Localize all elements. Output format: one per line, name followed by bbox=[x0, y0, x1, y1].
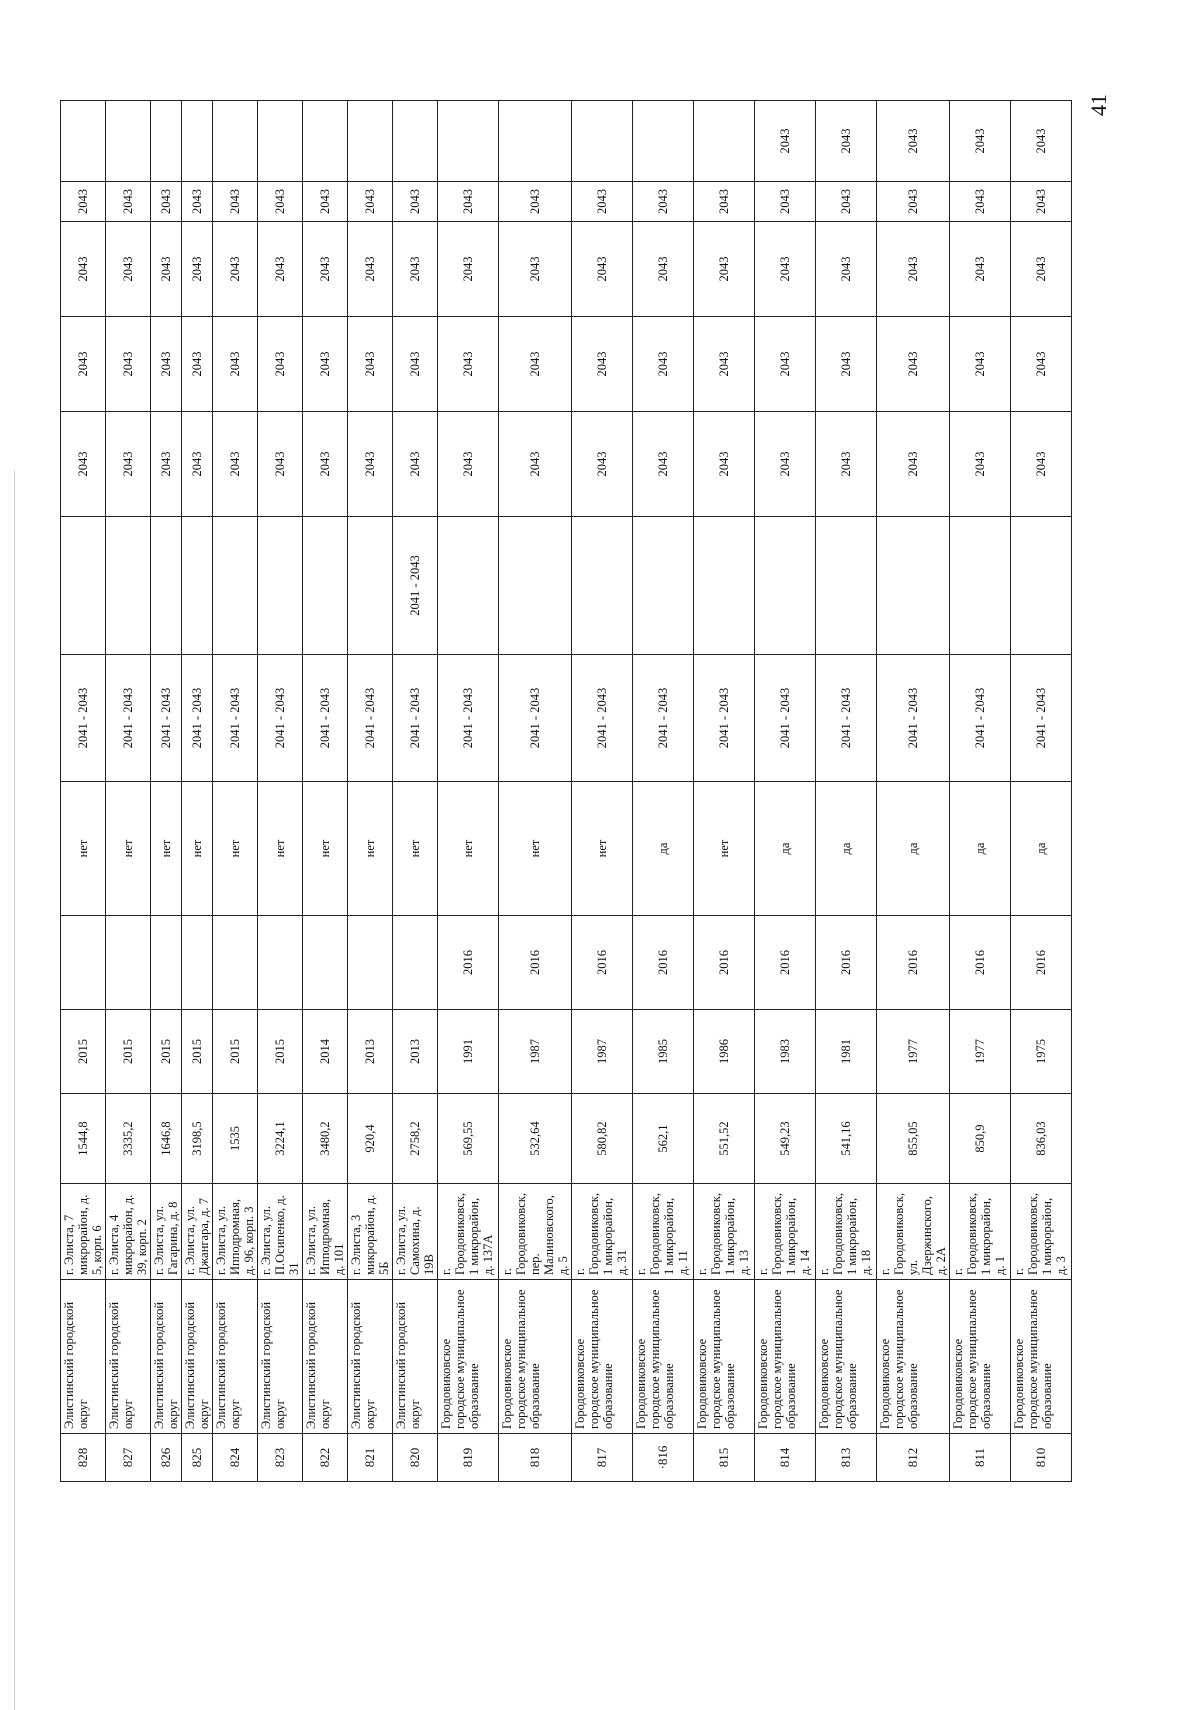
cell-year-col-1: 2043 bbox=[61, 412, 106, 517]
cell-year-col-3: 2043 bbox=[393, 222, 438, 317]
cell-row-number: 826 bbox=[151, 1434, 182, 1482]
cell-year-built: 1987 bbox=[499, 1010, 572, 1094]
cell-year-col-2: 2043 bbox=[213, 317, 258, 412]
cell-year-2016 bbox=[258, 916, 303, 1010]
cell-year-col-4: 2043 bbox=[106, 182, 151, 222]
housing-registry-table bbox=[60, 100, 1072, 1482]
cell-year-2016: 2016 bbox=[694, 916, 755, 1010]
cell-year-col-2: 2043 bbox=[755, 317, 816, 412]
cell-year-col-2: 2043 bbox=[258, 317, 303, 412]
cell-year-col-5: 2043 bbox=[755, 101, 816, 182]
cell-year-col-1: 2043 bbox=[348, 412, 393, 517]
cell-period-1: 2041 - 2043 bbox=[816, 655, 877, 782]
cell-year-2016 bbox=[151, 916, 182, 1010]
cell-year-col-3: 2043 bbox=[258, 222, 303, 317]
cell-period-2 bbox=[182, 517, 213, 655]
cell-period-1: 2041 - 2043 bbox=[755, 655, 816, 782]
cell-period-2 bbox=[258, 517, 303, 655]
cell-year-built: 2015 bbox=[61, 1010, 106, 1094]
cell-year-built: 2013 bbox=[348, 1010, 393, 1094]
cell-municipality: Городовиковское городское муниципальное образование bbox=[694, 1280, 755, 1434]
cell-address: г. Городовиковск, 1 микрорайон, д. 137А bbox=[438, 1184, 499, 1280]
cell-year-2016: 2016 bbox=[438, 916, 499, 1010]
cell-year-col-3: 2043 bbox=[1011, 222, 1072, 317]
cell-year-col-4: 2043 bbox=[61, 182, 106, 222]
cell-period-2 bbox=[633, 517, 694, 655]
cell-row-number: 821 bbox=[348, 1434, 393, 1482]
cell-year-col-2: 2043 bbox=[499, 317, 572, 412]
cell-year-col-5 bbox=[499, 101, 572, 182]
cell-area: 855,05 bbox=[877, 1094, 950, 1184]
cell-year-2016: 2016 bbox=[1011, 916, 1072, 1010]
cell-year-2016 bbox=[182, 916, 213, 1010]
cell-address: г. Городовиковск, 1 микрорайон, д. 1 bbox=[950, 1184, 1011, 1280]
cell-year-built: 2015 bbox=[106, 1010, 151, 1094]
cell-period-2: 2041 - 2043 bbox=[393, 517, 438, 655]
cell-flag: нет bbox=[348, 782, 393, 916]
cell-area: 551,52 bbox=[694, 1094, 755, 1184]
cell-year-2016 bbox=[393, 916, 438, 1010]
cell-area: 562,1 bbox=[633, 1094, 694, 1184]
cell-year-2016 bbox=[303, 916, 348, 1010]
cell-year-col-3: 2043 bbox=[303, 222, 348, 317]
cell-year-col-3: 2043 bbox=[633, 222, 694, 317]
cell-year-col-5 bbox=[213, 101, 258, 182]
cell-year-col-4: 2043 bbox=[694, 182, 755, 222]
cell-row-number: 812 bbox=[877, 1434, 950, 1482]
cell-row-number: 824 bbox=[213, 1434, 258, 1482]
cell-municipality: Городовиковское городское муниципальное образование bbox=[633, 1280, 694, 1434]
cell-address: г. Элиста, 3 микрорайон, д. 5Б bbox=[348, 1184, 393, 1280]
cell-address: г. Городовиковск, пер. Малиновского, д. 5 bbox=[499, 1184, 572, 1280]
cell-period-2 bbox=[106, 517, 151, 655]
cell-flag: да bbox=[816, 782, 877, 916]
cell-year-col-2: 2043 bbox=[151, 317, 182, 412]
cell-row-number: 815 bbox=[694, 1434, 755, 1482]
cell-year-2016: 2016 bbox=[816, 916, 877, 1010]
cell-year-2016: 2016 bbox=[572, 916, 633, 1010]
table-row bbox=[1011, 101, 1072, 1482]
scan-margin-line bbox=[14, 470, 15, 1710]
cell-municipality: Элистинский городской округ bbox=[106, 1280, 151, 1434]
cell-municipality: Городовиковское городское муниципальное образование bbox=[572, 1280, 633, 1434]
cell-period-1: 2041 - 2043 bbox=[694, 655, 755, 782]
cell-year-col-1: 2043 bbox=[151, 412, 182, 517]
cell-year-col-5 bbox=[61, 101, 106, 182]
cell-year-col-4: 2043 bbox=[633, 182, 694, 222]
cell-period-2 bbox=[151, 517, 182, 655]
cell-year-built: 2013 bbox=[393, 1010, 438, 1094]
cell-municipality: Элистинский городской округ bbox=[258, 1280, 303, 1434]
table-row bbox=[61, 101, 106, 1482]
cell-year-col-4: 2043 bbox=[393, 182, 438, 222]
cell-year-col-4: 2043 bbox=[755, 182, 816, 222]
cell-year-2016: 2016 bbox=[755, 916, 816, 1010]
cell-flag: нет bbox=[499, 782, 572, 916]
cell-row-number: 819 bbox=[438, 1434, 499, 1482]
cell-period-1: 2041 - 2043 bbox=[61, 655, 106, 782]
cell-row-number: 814 bbox=[755, 1434, 816, 1482]
cell-period-1: 2041 - 2043 bbox=[1011, 655, 1072, 782]
cell-period-1: 2041 - 2043 bbox=[151, 655, 182, 782]
cell-year-built: 2015 bbox=[213, 1010, 258, 1094]
cell-flag: нет bbox=[151, 782, 182, 916]
cell-year-2016: 2016 bbox=[877, 916, 950, 1010]
cell-year-col-4: 2043 bbox=[438, 182, 499, 222]
cell-area: 1646,8 bbox=[151, 1094, 182, 1184]
cell-year-built: 2015 bbox=[151, 1010, 182, 1094]
cell-flag: нет bbox=[182, 782, 213, 916]
cell-row-number: 827 bbox=[106, 1434, 151, 1482]
cell-year-built: 2015 bbox=[258, 1010, 303, 1094]
cell-year-built: 1977 bbox=[950, 1010, 1011, 1094]
cell-year-built: 1986 bbox=[694, 1010, 755, 1094]
cell-municipality: Элистинский городской округ bbox=[348, 1280, 393, 1434]
table-body bbox=[61, 101, 1072, 1482]
cell-period-1: 2041 - 2043 bbox=[877, 655, 950, 782]
cell-year-col-5 bbox=[258, 101, 303, 182]
cell-flag: нет bbox=[213, 782, 258, 916]
cell-period-2 bbox=[213, 517, 258, 655]
cell-year-col-4: 2043 bbox=[258, 182, 303, 222]
cell-year-col-2: 2043 bbox=[182, 317, 213, 412]
cell-year-col-4: 2043 bbox=[816, 182, 877, 222]
cell-year-col-2: 2043 bbox=[393, 317, 438, 412]
cell-year-col-2: 2043 bbox=[348, 317, 393, 412]
cell-flag: нет bbox=[438, 782, 499, 916]
cell-period-2 bbox=[61, 517, 106, 655]
table-row bbox=[151, 101, 182, 1482]
cell-year-col-1: 2043 bbox=[499, 412, 572, 517]
cell-year-col-4: 2043 bbox=[877, 182, 950, 222]
cell-flag: да bbox=[633, 782, 694, 916]
cell-year-built: 1983 bbox=[755, 1010, 816, 1094]
cell-flag: нет bbox=[61, 782, 106, 916]
table-row bbox=[213, 101, 258, 1482]
cell-year-built: 1987 bbox=[572, 1010, 633, 1094]
cell-area: 3480,2 bbox=[303, 1094, 348, 1184]
table-row bbox=[950, 101, 1011, 1482]
cell-year-2016 bbox=[348, 916, 393, 1010]
cell-year-2016: 2016 bbox=[950, 916, 1011, 1010]
cell-period-2 bbox=[694, 517, 755, 655]
cell-area: 532,64 bbox=[499, 1094, 572, 1184]
cell-row-number: 817 bbox=[572, 1434, 633, 1482]
cell-year-built: 1975 bbox=[1011, 1010, 1072, 1094]
cell-year-built: 1991 bbox=[438, 1010, 499, 1094]
cell-year-col-2: 2043 bbox=[633, 317, 694, 412]
cell-year-col-3: 2043 bbox=[61, 222, 106, 317]
cell-municipality: Городовиковское городское муниципальное образование bbox=[877, 1280, 950, 1434]
cell-period-1: 2041 - 2043 bbox=[348, 655, 393, 782]
cell-address: г. Городовиковск, 1 микрорайон, д. 11 bbox=[633, 1184, 694, 1280]
cell-year-col-4: 2043 bbox=[213, 182, 258, 222]
cell-period-2 bbox=[950, 517, 1011, 655]
cell-year-col-1: 2043 bbox=[438, 412, 499, 517]
cell-municipality: Городовиковское городское муниципальное образование bbox=[499, 1280, 572, 1434]
cell-address: г. Городовиковск, 1 микрорайон, д. 31 bbox=[572, 1184, 633, 1280]
cell-year-col-1: 2043 bbox=[258, 412, 303, 517]
cell-period-1: 2041 - 2043 bbox=[572, 655, 633, 782]
cell-year-col-3: 2043 bbox=[816, 222, 877, 317]
cell-municipality: Элистинский городской округ bbox=[213, 1280, 258, 1434]
cell-year-col-2: 2043 bbox=[877, 317, 950, 412]
cell-flag: да bbox=[755, 782, 816, 916]
cell-flag: нет bbox=[572, 782, 633, 916]
cell-municipality: Элистинский городской округ bbox=[61, 1280, 106, 1434]
cell-period-1: 2041 - 2043 bbox=[950, 655, 1011, 782]
cell-year-col-3: 2043 bbox=[950, 222, 1011, 317]
cell-municipality: Городовиковское городское муниципальное образование bbox=[438, 1280, 499, 1434]
cell-flag: да bbox=[877, 782, 950, 916]
table-row bbox=[755, 101, 816, 1482]
cell-year-col-2: 2043 bbox=[438, 317, 499, 412]
cell-year-col-2: 2043 bbox=[61, 317, 106, 412]
cell-year-col-5: 2043 bbox=[1011, 101, 1072, 182]
cell-year-2016 bbox=[213, 916, 258, 1010]
cell-row-number: 820 bbox=[393, 1434, 438, 1482]
cell-period-2 bbox=[572, 517, 633, 655]
cell-address: г. Городовиковск, 1 микрорайон, д. 3 bbox=[1011, 1184, 1072, 1280]
cell-year-col-2: 2043 bbox=[816, 317, 877, 412]
cell-flag: да bbox=[1011, 782, 1072, 916]
cell-flag: нет bbox=[393, 782, 438, 916]
cell-year-built: 1985 bbox=[633, 1010, 694, 1094]
cell-row-number: 810 bbox=[1011, 1434, 1072, 1482]
table-row bbox=[258, 101, 303, 1482]
cell-row-number: 813 bbox=[816, 1434, 877, 1482]
cell-row-number: 818 bbox=[499, 1434, 572, 1482]
cell-year-col-2: 2043 bbox=[694, 317, 755, 412]
cell-year-col-3: 2043 bbox=[348, 222, 393, 317]
cell-period-1: 2041 - 2043 bbox=[303, 655, 348, 782]
cell-area: 836,03 bbox=[1011, 1094, 1072, 1184]
cell-address: г. Элиста, ул. Самохина, д. 19В bbox=[393, 1184, 438, 1280]
cell-area: 2758,2 bbox=[393, 1094, 438, 1184]
cell-area: 1535 bbox=[213, 1094, 258, 1184]
cell-year-col-5 bbox=[106, 101, 151, 182]
cell-address: г. Элиста, ул. Гагарина, д. 8 bbox=[151, 1184, 182, 1280]
cell-year-built: 2014 bbox=[303, 1010, 348, 1094]
cell-period-1: 2041 - 2043 bbox=[633, 655, 694, 782]
cell-year-col-2: 2043 bbox=[950, 317, 1011, 412]
cell-address: г. Городовиковск, 1 микрорайон, д. 13 bbox=[694, 1184, 755, 1280]
table-rotated-wrapper bbox=[60, 100, 1068, 1482]
cell-period-2 bbox=[755, 517, 816, 655]
cell-flag: нет bbox=[303, 782, 348, 916]
cell-period-2 bbox=[1011, 517, 1072, 655]
cell-area: 549,23 bbox=[755, 1094, 816, 1184]
cell-year-2016: 2016 bbox=[499, 916, 572, 1010]
cell-year-col-3: 2043 bbox=[151, 222, 182, 317]
cell-period-2 bbox=[877, 517, 950, 655]
cell-period-2 bbox=[303, 517, 348, 655]
cell-area: 920,4 bbox=[348, 1094, 393, 1184]
cell-flag: нет bbox=[258, 782, 303, 916]
cell-year-built: 1977 bbox=[877, 1010, 950, 1094]
cell-year-col-4: 2043 bbox=[572, 182, 633, 222]
cell-year-col-5 bbox=[393, 101, 438, 182]
cell-year-col-1: 2043 bbox=[303, 412, 348, 517]
cell-row-number: 828 bbox=[61, 1434, 106, 1482]
cell-year-col-4: 2043 bbox=[499, 182, 572, 222]
cell-address: г. Элиста, 4 микрорайон, д. 39, корп. 2 bbox=[106, 1184, 151, 1280]
cell-year-col-2: 2043 bbox=[303, 317, 348, 412]
cell-area: 3335,2 bbox=[106, 1094, 151, 1184]
cell-address: г. Элиста, 7 микрорайон, д. 5, корп. 6 bbox=[61, 1184, 106, 1280]
cell-period-1: 2041 - 2043 bbox=[393, 655, 438, 782]
cell-address: г. Элиста, ул. П.Осипенко, д. 31 bbox=[258, 1184, 303, 1280]
cell-year-col-1: 2043 bbox=[877, 412, 950, 517]
cell-municipality: Городовиковское городское муниципальное образование bbox=[1011, 1280, 1072, 1434]
table-row bbox=[303, 101, 348, 1482]
cell-year-col-3: 2043 bbox=[106, 222, 151, 317]
cell-area: 569,55 bbox=[438, 1094, 499, 1184]
cell-year-col-3: 2043 bbox=[694, 222, 755, 317]
cell-period-2 bbox=[348, 517, 393, 655]
cell-period-1: 2041 - 2043 bbox=[106, 655, 151, 782]
cell-flag: нет bbox=[106, 782, 151, 916]
cell-municipality: Элистинский городской округ bbox=[182, 1280, 213, 1434]
table-row bbox=[694, 101, 755, 1482]
cell-area: 3224,1 bbox=[258, 1094, 303, 1184]
cell-year-col-3: 2043 bbox=[755, 222, 816, 317]
cell-year-col-1: 2043 bbox=[816, 412, 877, 517]
cell-year-built: 1981 bbox=[816, 1010, 877, 1094]
cell-address: г. Городовиковск, 1 микрорайон, д. 14 bbox=[755, 1184, 816, 1280]
cell-row-number: 823 bbox=[258, 1434, 303, 1482]
cell-year-col-4: 2043 bbox=[348, 182, 393, 222]
cell-period-2 bbox=[499, 517, 572, 655]
cell-year-col-4: 2043 bbox=[151, 182, 182, 222]
cell-year-col-3: 2043 bbox=[877, 222, 950, 317]
cell-year-2016: 2016 bbox=[633, 916, 694, 1010]
cell-area: 580,82 bbox=[572, 1094, 633, 1184]
cell-row-number: ·816 bbox=[633, 1434, 694, 1482]
cell-municipality: Элистинский городской округ bbox=[303, 1280, 348, 1434]
cell-period-1: 2041 - 2043 bbox=[213, 655, 258, 782]
table-row bbox=[816, 101, 877, 1482]
cell-year-col-2: 2043 bbox=[572, 317, 633, 412]
cell-year-col-2: 2043 bbox=[106, 317, 151, 412]
cell-address: г. Элиста, ул. Ипподромная, д. 101 bbox=[303, 1184, 348, 1280]
cell-year-col-5 bbox=[151, 101, 182, 182]
cell-year-col-1: 2043 bbox=[950, 412, 1011, 517]
cell-year-col-1: 2043 bbox=[106, 412, 151, 517]
cell-municipality: Городовиковское городское муниципальное образование bbox=[950, 1280, 1011, 1434]
cell-municipality: Элистинский городской округ bbox=[393, 1280, 438, 1434]
cell-year-col-3: 2043 bbox=[499, 222, 572, 317]
cell-year-col-5 bbox=[348, 101, 393, 182]
cell-year-col-3: 2043 bbox=[213, 222, 258, 317]
cell-address: г. Элиста, ул. Ипподромная, д. 96, корп. 3 bbox=[213, 1184, 258, 1280]
cell-year-col-4: 2043 bbox=[303, 182, 348, 222]
cell-row-number: 825 bbox=[182, 1434, 213, 1482]
cell-year-col-4: 2043 bbox=[182, 182, 213, 222]
cell-year-col-1: 2043 bbox=[694, 412, 755, 517]
cell-row-number: 822 bbox=[303, 1434, 348, 1482]
cell-year-col-3: 2043 bbox=[572, 222, 633, 317]
cell-area: 3198,5 bbox=[182, 1094, 213, 1184]
cell-period-2 bbox=[438, 517, 499, 655]
cell-year-built: 2015 bbox=[182, 1010, 213, 1094]
cell-municipality: Городовиковское городское муниципальное образование bbox=[816, 1280, 877, 1434]
cell-period-1: 2041 - 2043 bbox=[438, 655, 499, 782]
cell-year-col-4: 2043 bbox=[1011, 182, 1072, 222]
table-row bbox=[572, 101, 633, 1482]
cell-year-col-1: 2043 bbox=[755, 412, 816, 517]
cell-flag: нет bbox=[694, 782, 755, 916]
cell-year-col-4: 2043 bbox=[950, 182, 1011, 222]
cell-year-col-5 bbox=[303, 101, 348, 182]
table-row bbox=[438, 101, 499, 1482]
cell-area: 850,9 bbox=[950, 1094, 1011, 1184]
cell-flag: да bbox=[950, 782, 1011, 916]
table-row bbox=[877, 101, 950, 1482]
cell-year-col-1: 2043 bbox=[393, 412, 438, 517]
cell-municipality: Элистинский городской округ bbox=[151, 1280, 182, 1434]
cell-year-col-2: 2043 bbox=[1011, 317, 1072, 412]
cell-period-1: 2041 - 2043 bbox=[499, 655, 572, 782]
table-row bbox=[499, 101, 572, 1482]
cell-year-2016 bbox=[106, 916, 151, 1010]
cell-year-col-3: 2043 bbox=[182, 222, 213, 317]
cell-area: 1544,8 bbox=[61, 1094, 106, 1184]
cell-year-col-5: 2043 bbox=[950, 101, 1011, 182]
cell-year-2016 bbox=[61, 916, 106, 1010]
cell-year-col-5 bbox=[694, 101, 755, 182]
cell-period-2 bbox=[816, 517, 877, 655]
cell-area: 541,16 bbox=[816, 1094, 877, 1184]
cell-year-col-5 bbox=[572, 101, 633, 182]
cell-address: г. Элиста, ул. Джангара, д. 7 bbox=[182, 1184, 213, 1280]
cell-address: г. Городовиковск, ул. Дзержинского, д. 2А bbox=[877, 1184, 950, 1280]
table-row bbox=[348, 101, 393, 1482]
cell-year-col-1: 2043 bbox=[182, 412, 213, 517]
page-number: 41 bbox=[1086, 94, 1111, 116]
table-row bbox=[106, 101, 151, 1482]
table-row bbox=[393, 101, 438, 1482]
cell-row-number: 811 bbox=[950, 1434, 1011, 1482]
cell-period-1: 2041 - 2043 bbox=[182, 655, 213, 782]
table-row bbox=[633, 101, 694, 1482]
cell-year-col-1: 2043 bbox=[1011, 412, 1072, 517]
cell-year-col-5 bbox=[438, 101, 499, 182]
cell-year-col-5 bbox=[633, 101, 694, 182]
cell-year-col-5 bbox=[182, 101, 213, 182]
cell-year-col-3: 2043 bbox=[438, 222, 499, 317]
cell-year-col-5: 2043 bbox=[816, 101, 877, 182]
cell-year-col-1: 2043 bbox=[572, 412, 633, 517]
cell-year-col-5: 2043 bbox=[877, 101, 950, 182]
cell-year-col-1: 2043 bbox=[633, 412, 694, 517]
cell-year-col-1: 2043 bbox=[213, 412, 258, 517]
cell-period-1: 2041 - 2043 bbox=[258, 655, 303, 782]
cell-address: г. Городовиковск, 1 микрорайон, д. 18 bbox=[816, 1184, 877, 1280]
table-row bbox=[182, 101, 213, 1482]
cell-municipality: Городовиковское городское муниципальное образование bbox=[755, 1280, 816, 1434]
